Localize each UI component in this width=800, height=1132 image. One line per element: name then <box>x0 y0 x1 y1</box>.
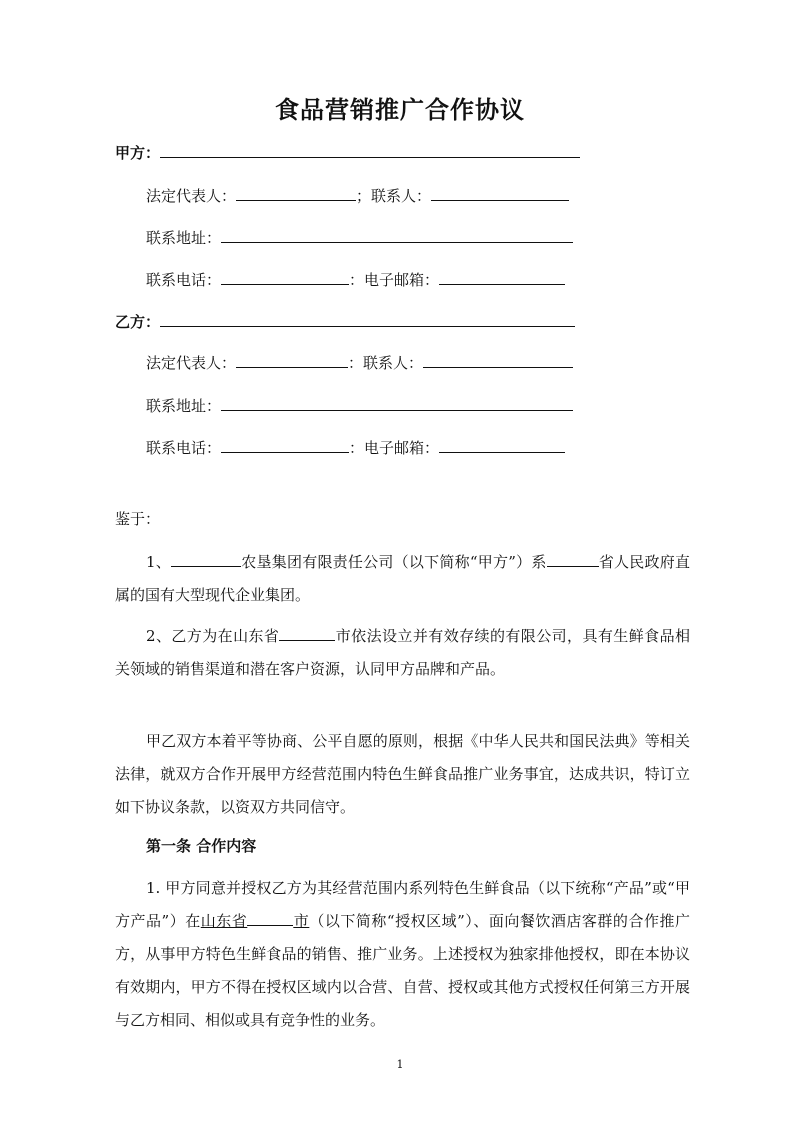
party-a-phone-label: 联系电话： <box>146 271 222 289</box>
party-b-email-label: ：电子邮箱： <box>349 439 440 457</box>
party-a-rep-label: 法定代表人： <box>146 187 237 205</box>
party-a-contact-label: ；联系人： <box>356 187 432 205</box>
whereas-item-1-blank-1 <box>171 551 241 567</box>
page-title: 食品营销推广合作协议 <box>275 96 525 124</box>
party-a-address-line <box>146 228 573 248</box>
party-b-rep-label: 法定代表人： <box>146 354 237 372</box>
whereas-item-2-prefix: 2、乙方为在山东省 <box>146 627 280 645</box>
article-1-clause-1 <box>115 872 690 1037</box>
party-a-phone-blank <box>221 270 349 285</box>
clause-1-text-2: （以下简称“授权区域”）、面向餐饮酒店客群的合作推广方，从事甲方特色生鲜食品的销售、推广业务。上述授权为独家排他授权，即在本协议有效期内，甲方不得在授权区域内以合营、自营、授权或其他方式授权任何第三方开展与乙方相同、相似或具有竞争性的业务。 <box>115 912 690 1029</box>
whereas-item-1 <box>115 546 690 612</box>
whereas-item-1-prefix: 1、 <box>146 553 172 571</box>
party-a-contact-blank <box>431 186 569 201</box>
party-b-label: 乙方： <box>115 313 161 331</box>
party-b-email-blank <box>439 438 565 453</box>
party-a-address-blank <box>221 228 573 243</box>
party-b-line <box>115 312 575 332</box>
party-b-blank <box>160 312 575 327</box>
party-b-rep-line <box>146 353 573 373</box>
party-b-phone-blank <box>221 438 349 453</box>
party-a-phone-line <box>146 270 565 290</box>
whereas-item-2 <box>115 620 690 686</box>
whereas-item-2-text: 市依法设立并有效存续的有限公司，具有生鲜食品相关领域的销售渠道和潜在客户资源，认同甲方品牌和产品。 <box>115 627 690 678</box>
whereas-item-1-text-1: 农垦集团有限责任公司（以下简称“甲方”）系 <box>241 553 547 571</box>
party-a-rep-line <box>146 186 569 206</box>
party-b-address-label: 联系地址： <box>146 397 222 415</box>
party-b-phone-line <box>146 438 565 458</box>
party-a-blank <box>160 143 580 158</box>
party-b-address-blank <box>221 396 573 411</box>
whereas-item-2-blank <box>279 625 335 641</box>
party-b-rep-blank <box>236 353 348 368</box>
whereas-item-1-blank-2 <box>547 551 599 567</box>
clause-1-city-blank <box>247 910 293 926</box>
party-a-address-label: 联系地址： <box>146 229 222 247</box>
preamble-paragraph: 甲乙双方本着平等协商、公平自愿的原则，根据《中华人民共和国民法典》等相关法律，就双方合作开展甲方经营范围内特色生鲜食品推广业务事宜，达成共识，特订立如下协议条款，以资双方共同信守。 <box>115 732 690 816</box>
whereas-label: 鉴于： <box>115 510 161 528</box>
party-b-contact-blank <box>423 353 573 368</box>
clause-1-province: 山东省 <box>200 912 248 930</box>
party-a-label: 甲方： <box>115 144 161 162</box>
clause-1-city: 市 <box>293 912 310 930</box>
clause-1-text-1: 1. 甲方同意并授权乙方为其经营范围内系列特色生鲜食品（以下统称“产品”或“甲方产品”）在 <box>115 879 690 930</box>
party-a-email-label: ：电子邮箱： <box>349 271 440 289</box>
party-b-phone-label: 联系电话： <box>146 439 222 457</box>
article-1-heading: 第一条 合作内容 <box>146 837 257 855</box>
whereas-item-1-text-2: 省人民政府直属的国有大型现代企业集团。 <box>115 553 690 604</box>
party-a-line <box>115 143 580 163</box>
party-b-contact-label: ：联系人： <box>348 354 424 372</box>
party-a-email-blank <box>439 270 565 285</box>
party-a-rep-blank <box>236 186 356 201</box>
page-number: 1 <box>396 1058 404 1071</box>
party-b-address-line <box>146 396 573 416</box>
